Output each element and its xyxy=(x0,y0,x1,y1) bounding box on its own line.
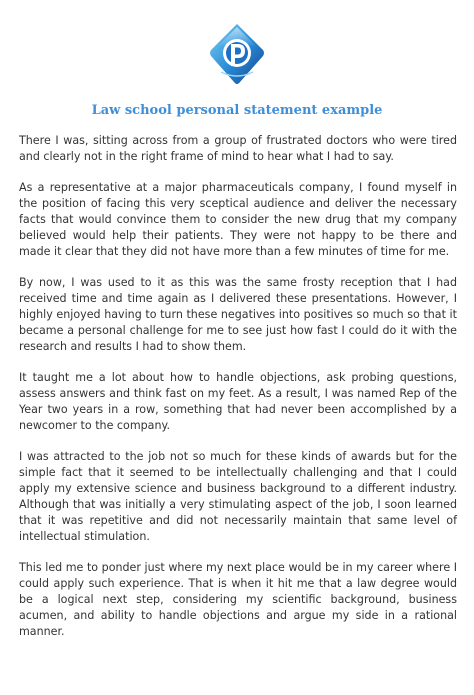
paragraph: I was attracted to the job not so much for these kinds of awards but for the simple fact that it seemed to be intellectually challenging and that I could apply my extensive science and business background to a different industry. Although that was initially a very stimulating aspect of the job, I soon learned that it was repetitive and did not necessarily maintain that same level of intellectual stimulation. xyxy=(19,450,457,543)
paragraph: By now, I was used to it as this was the same frosty reception that I had received time and time again as I delivered these presentations. However, I highly enjoyed having to turn these negatives into positives so much so that it became a personal challenge for me to see just how fast I could do it with the research and results I had to show them. xyxy=(19,276,457,353)
paragraph: This led me to ponder just where my next place would be in my career where I could apply such experience. That is when it hit me that a law degree would be a logical next step, considering my scientific background, business acumen, and ability to handle objections and argue my side in a rational manner. xyxy=(19,561,457,638)
document-body xyxy=(19,133,457,655)
paragraph: There I was, sitting across from a group of frustrated doctors who were tired and clearly not in the right frame of mind to hear what I had to say. xyxy=(19,134,457,163)
p-logo-icon xyxy=(207,22,267,88)
paragraph: As a representative at a major pharmaceuticals company, I found myself in the position of facing this very sceptical audience and deliver the necessary facts that would convince them to consider the new drug that my company believed would help their patients. They were not happy to be there and made it clear that they did not have more than a few minutes of time for me. xyxy=(19,181,457,258)
paragraph: It taught me a lot about how to handle objections, ask probing questions, assess answers and think fast on my feet. As a result, I was named Rep of the Year two years in a row, something that had never been accomplished by a newcomer to the company. xyxy=(19,371,457,432)
document-title: Law school personal statement example xyxy=(91,103,383,118)
p-logo-graphic xyxy=(207,22,267,88)
